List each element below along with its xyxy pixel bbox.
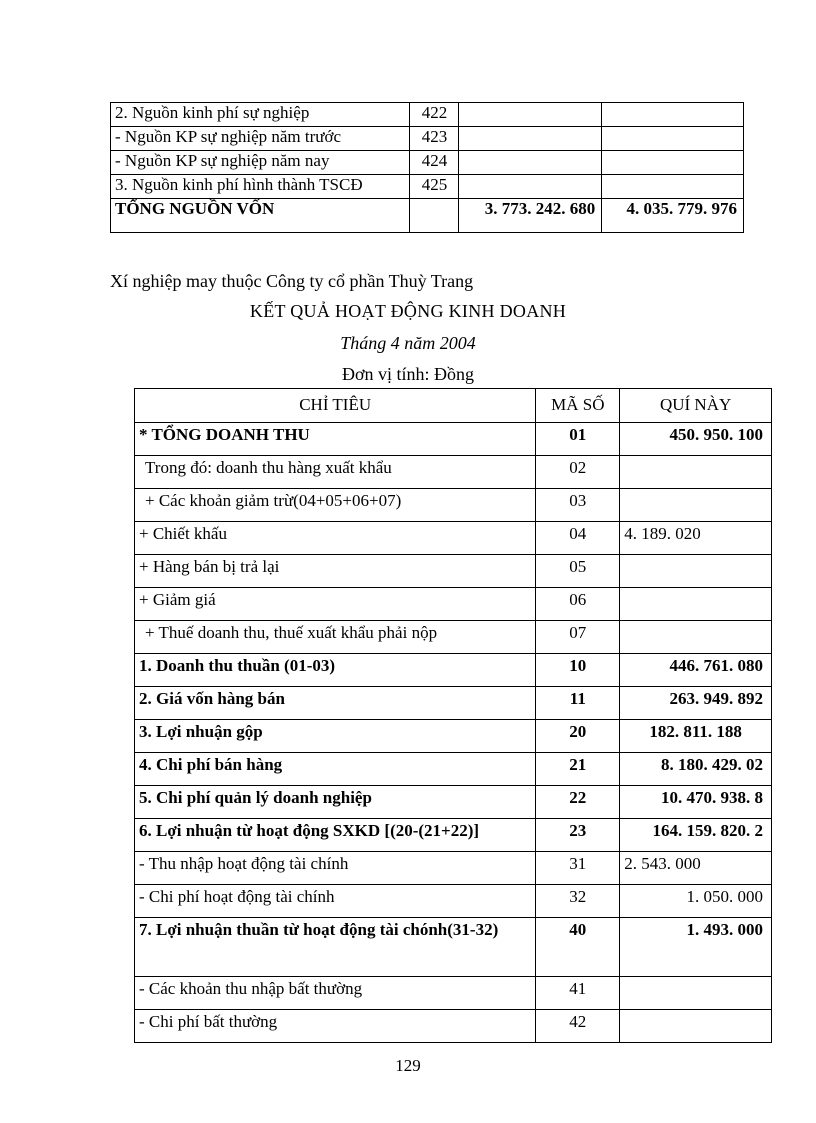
row-label: 3. Nguồn kinh phí hình thành TSCĐ bbox=[111, 175, 410, 199]
row-label: + Chiết khấu bbox=[135, 522, 536, 555]
row-code: 03 bbox=[536, 489, 620, 522]
row-label: + Thuế doanh thu, thuế xuất khẩu phải nộp bbox=[135, 621, 536, 654]
table-row bbox=[111, 175, 744, 199]
row-code: 423 bbox=[410, 127, 459, 151]
row-code: 05 bbox=[536, 555, 620, 588]
row-value: 263. 949. 892 bbox=[620, 687, 772, 720]
table-row bbox=[135, 819, 772, 852]
table-row bbox=[111, 151, 744, 175]
row-value: 1. 493. 000 bbox=[620, 918, 772, 977]
row-code: 07 bbox=[536, 621, 620, 654]
end-value bbox=[602, 151, 744, 175]
row-label: 5. Chi phí quản lý doanh nghiệp bbox=[135, 786, 536, 819]
row-label: - Thu nhập hoạt động tài chính bbox=[135, 852, 536, 885]
table-row bbox=[135, 918, 772, 977]
page-number: 129 bbox=[395, 1056, 421, 1075]
row-value: 2. 543. 000 bbox=[620, 852, 772, 885]
row-code: 424 bbox=[410, 151, 459, 175]
row-value bbox=[620, 588, 772, 621]
row-label: 2. Nguồn kinh phí sự nghiệp bbox=[111, 103, 410, 127]
table-row bbox=[135, 423, 772, 456]
end-value bbox=[602, 103, 744, 127]
table-row bbox=[135, 885, 772, 918]
table-row bbox=[135, 522, 772, 555]
row-code: 10 bbox=[536, 654, 620, 687]
table-row bbox=[111, 127, 744, 151]
table-row bbox=[135, 555, 772, 588]
row-value bbox=[620, 1010, 772, 1043]
total-label: TỔNG NGUỒN VỐN bbox=[111, 199, 410, 233]
business-results-table bbox=[134, 388, 772, 1043]
row-code: 31 bbox=[536, 852, 620, 885]
table-row bbox=[135, 654, 772, 687]
table-row bbox=[135, 977, 772, 1010]
row-value bbox=[620, 456, 772, 489]
table-row bbox=[135, 588, 772, 621]
table-row bbox=[111, 103, 744, 127]
total-code bbox=[410, 199, 459, 233]
row-label: - Nguồn KP sự nghiệp năm trước bbox=[111, 127, 410, 151]
start-value bbox=[459, 151, 602, 175]
row-value bbox=[620, 489, 772, 522]
table-row bbox=[135, 456, 772, 489]
row-value bbox=[620, 555, 772, 588]
report-title: KẾT QUẢ HOẠT ĐỘNG KINH DOANH bbox=[249, 301, 567, 321]
row-label: - Chi phí bất thường bbox=[135, 1010, 536, 1043]
row-label: - Nguồn KP sự nghiệp năm nay bbox=[111, 151, 410, 175]
table-row bbox=[135, 753, 772, 786]
row-label: Trong đó: doanh thu hàng xuất khẩu bbox=[135, 456, 536, 489]
end-value bbox=[602, 127, 744, 151]
header-value: QUÍ NÀY bbox=[620, 389, 772, 423]
row-value: 8. 180. 429. 02 bbox=[620, 753, 772, 786]
row-code: 422 bbox=[410, 103, 459, 127]
row-value: 10. 470. 938. 8 bbox=[620, 786, 772, 819]
row-code: 42 bbox=[536, 1010, 620, 1043]
table-row bbox=[135, 489, 772, 522]
company-name: Xí nghiệp may thuộc Công ty cổ phần Thuỳ Trang bbox=[110, 271, 474, 291]
row-label: * TỔNG DOANH THU bbox=[135, 423, 536, 456]
row-value: 446. 761. 080 bbox=[620, 654, 772, 687]
start-value bbox=[459, 103, 602, 127]
row-code: 06 bbox=[536, 588, 620, 621]
row-label: + Giảm giá bbox=[135, 588, 536, 621]
header-code: MÃ SỐ bbox=[536, 389, 620, 423]
row-value: 164. 159. 820. 2 bbox=[620, 819, 772, 852]
total-start-value: 3. 773. 242. 680 bbox=[459, 199, 602, 233]
table-row bbox=[135, 852, 772, 885]
row-value: 182. 811. 188 bbox=[620, 720, 772, 753]
table-row bbox=[135, 1010, 772, 1043]
start-value bbox=[459, 175, 602, 199]
row-label: + Hàng bán bị trả lại bbox=[135, 555, 536, 588]
row-label: 2. Giá vốn hàng bán bbox=[135, 687, 536, 720]
row-value bbox=[620, 621, 772, 654]
row-label: 4. Chi phí bán hàng bbox=[135, 753, 536, 786]
row-code: 21 bbox=[536, 753, 620, 786]
row-label: 3. Lợi nhuận gộp bbox=[135, 720, 536, 753]
row-value: 450. 950. 100 bbox=[620, 423, 772, 456]
report-period: Tháng 4 năm 2004 bbox=[340, 333, 476, 353]
row-label: - Chi phí hoạt động tài chính bbox=[135, 885, 536, 918]
row-code: 41 bbox=[536, 977, 620, 1010]
row-value bbox=[620, 977, 772, 1010]
row-label: 6. Lợi nhuận từ hoạt động SXKD [(20-(21+22)] bbox=[135, 819, 536, 852]
row-label: 1. Doanh thu thuần (01-03) bbox=[135, 654, 536, 687]
start-value bbox=[459, 127, 602, 151]
table-row bbox=[135, 786, 772, 819]
row-code: 11 bbox=[536, 687, 620, 720]
row-code: 22 bbox=[536, 786, 620, 819]
row-value: 1. 050. 000 bbox=[620, 885, 772, 918]
row-label: + Các khoản giảm trừ(04+05+06+07) bbox=[135, 489, 536, 522]
table-row bbox=[135, 687, 772, 720]
table-row bbox=[135, 621, 772, 654]
row-code: 40 bbox=[536, 918, 620, 977]
row-code: 425 bbox=[410, 175, 459, 199]
table-header-row bbox=[135, 389, 772, 423]
header-indicator: CHỈ TIÊU bbox=[135, 389, 536, 423]
end-value bbox=[602, 175, 744, 199]
table-row bbox=[135, 720, 772, 753]
row-value: 4. 189. 020 bbox=[620, 522, 772, 555]
row-code: 01 bbox=[536, 423, 620, 456]
row-code: 04 bbox=[536, 522, 620, 555]
row-code: 20 bbox=[536, 720, 620, 753]
capital-sources-table bbox=[110, 102, 744, 233]
row-code: 23 bbox=[536, 819, 620, 852]
currency-unit: Đơn vị tính: Đồng bbox=[341, 364, 475, 384]
row-code: 02 bbox=[536, 456, 620, 489]
row-label: 7. Lợi nhuận thuần từ hoạt động tài chónh(31-32) bbox=[135, 918, 536, 977]
row-label: - Các khoản thu nhập bất thường bbox=[135, 977, 536, 1010]
total-row bbox=[111, 199, 744, 233]
row-code: 32 bbox=[536, 885, 620, 918]
total-end-value: 4. 035. 779. 976 bbox=[602, 199, 744, 233]
